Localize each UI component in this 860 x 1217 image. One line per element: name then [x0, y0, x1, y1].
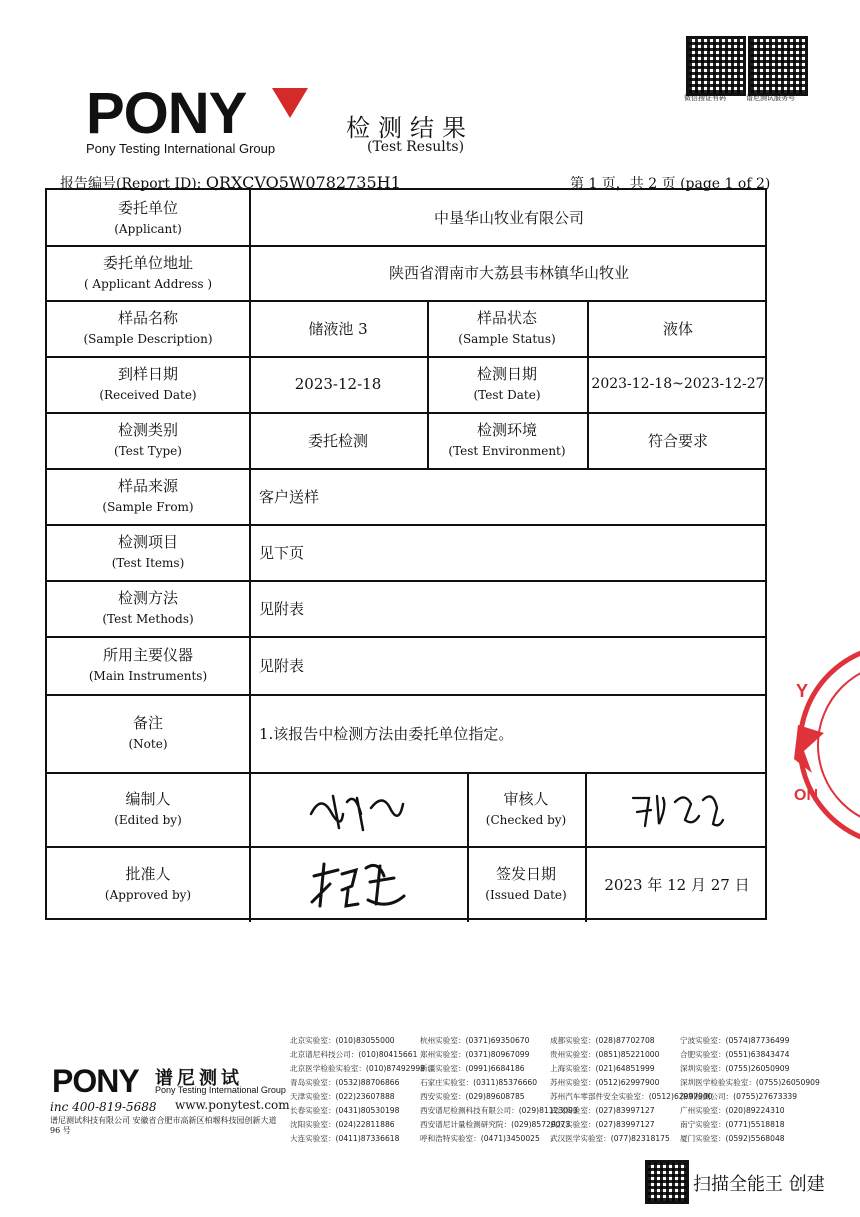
test-type-label: 检测类别 (Test Type): [114, 421, 182, 458]
checked-by-label: 审核人 (Checked by): [485, 790, 567, 827]
qr-caption: 微信搜证有码: [684, 95, 726, 102]
approved-by-label: 批准人 (Approved by): [104, 865, 192, 902]
lab-contact: 南宁实验室：(0771)5518818: [680, 1120, 785, 1129]
group-name: Pony Testing International Group: [86, 141, 276, 156]
footer-name-en: Pony Testing International Group: [155, 1085, 286, 1095]
test-date-label: 检测日期 (Test Date): [473, 365, 541, 402]
lab-contact: 西安实验室：(029)89608785: [420, 1092, 525, 1101]
checked-signature: [585, 772, 769, 846]
test-items-value: 见下页: [259, 543, 305, 562]
instruments-value: 见附表: [259, 656, 305, 675]
qr-code-icon: [686, 36, 746, 96]
test-type-value: 委托检测: [307, 431, 368, 450]
note-value: 1.该报告中检测方法由委托单位指定。: [259, 724, 514, 743]
sample-desc-value: 储液池 3: [308, 319, 368, 338]
lab-contact: 石家庄实验室：(0311)85376660: [420, 1078, 538, 1087]
lab-contact: 郑州实验室：(0371)80967099: [420, 1050, 530, 1059]
instruments-label: 所用主要仪器 (Main Instruments): [88, 646, 208, 683]
company-seal-icon: [790, 655, 860, 835]
lab-contact: 北京谱尼科技公司：(010)80415661: [290, 1050, 418, 1059]
results-table: [45, 188, 767, 920]
note-label: 备注 (Note): [128, 714, 168, 751]
edited-by-label: 编制人 (Edited by): [114, 790, 182, 827]
sample-status-value: 液体: [662, 319, 693, 338]
signature-checked-icon: [627, 786, 727, 832]
signature-approved-icon: [308, 856, 408, 912]
lab-contact: 武汉实验室：(027)83997127: [550, 1106, 655, 1115]
lab-contact: 呼和浩特实验室：(0471)3450025: [420, 1134, 540, 1143]
footer-name-cn: 谱尼测试: [155, 1068, 243, 1089]
lab-contact: 武汉实验室：(027)83997127: [550, 1120, 655, 1129]
lab-contact: 苏州汽车零部件安全实验室：(0512)62997900: [550, 1092, 713, 1101]
lab-contact: 成都实验室：(028)87702708: [550, 1036, 655, 1045]
footer-logo: PONY: [52, 1063, 139, 1099]
lab-contact: 宁波实验室：(0574)87736499: [680, 1036, 790, 1045]
lab-contact: 大连实验室：(0411)87336618: [290, 1134, 400, 1143]
title-en: (Test Results): [367, 139, 465, 155]
approved-signature: [249, 846, 467, 922]
test-date-value: 2023-12-18~2023-12-27: [591, 376, 765, 392]
lab-contact: 深圳实验室：(0755)26050909: [680, 1064, 790, 1073]
svg-text:ON: ON: [794, 787, 818, 804]
lab-contact: 北京医学检验实验室：(010)87492998: [290, 1064, 426, 1073]
qr-code-icon: [748, 36, 808, 96]
pony-logo: PONY: [86, 81, 247, 146]
footer-address: 谱尼测试科技有限公司 安徽省合肥市高新区柏堰科技园创新大道 96 号: [50, 1116, 277, 1135]
footer-hotline: inc 400-819-5688: [50, 1100, 157, 1114]
qr-caption: 谱尼测试服务号: [746, 95, 795, 102]
lab-contact: 深圳检测公司：(0755)27673339: [680, 1092, 798, 1101]
lab-contact: 贵州实验室：(0851)85221000: [550, 1050, 660, 1059]
lab-contact: 苏州实验室：(0512)62997900: [550, 1078, 660, 1087]
lab-contact: 上海实验室：(021)64851999: [550, 1064, 655, 1073]
lab-contact: 深圳医学检验实验室：(0755)26050909: [680, 1078, 820, 1087]
scanner-credit: 扫描全能王 创建: [693, 1174, 825, 1195]
test-env-label: 检测环境 (Test Environment): [448, 421, 566, 458]
test-methods-value: 见附表: [259, 599, 305, 618]
lab-contact: 武汉医学实验室：(077)82318175: [550, 1134, 670, 1143]
lab-contact: 广州实验室：(020)89224310: [680, 1106, 785, 1115]
title-cn: 检测结果: [346, 114, 474, 142]
lab-contact: 长春实验室：(0431)80530198: [290, 1106, 400, 1115]
received-date-value: 2023-12-18: [294, 375, 382, 393]
test-methods-label: 检测方法 (Test Methods): [102, 589, 194, 626]
received-date-label: 到样日期 (Received Date): [99, 365, 197, 402]
applicant-label: 委托单位 (Applicant): [114, 198, 182, 236]
signature-edited-icon: [303, 784, 413, 834]
lab-contact: 西安谱尼计量检测研究院：(029)85729073: [420, 1120, 571, 1129]
address-label: 委托单位地址 ( Applicant Address ): [83, 253, 213, 291]
report-id: 报告编号(Report ID): QRXCVO5W0782735H1: [60, 173, 401, 192]
svg-text:Y: Y: [796, 681, 809, 701]
page-indicator: 第 1 页，共 2 页 (page 1 of 2): [570, 176, 771, 192]
test-env-value: 符合要求: [647, 431, 708, 450]
applicant-value: 中垦华山牧业有限公司: [433, 209, 584, 227]
address-value: 陕西省渭南市大荔县韦林镇华山牧业: [388, 264, 629, 282]
issued-date-value: 2023 年 12 月 27 日: [604, 875, 750, 894]
lab-contact: 合肥实验室：(0551)63843474: [680, 1050, 790, 1059]
logo-triangle-icon: [272, 88, 308, 118]
edited-signature: [249, 772, 467, 846]
lab-contact: 厦门实验室：(0592)5568048: [680, 1134, 785, 1143]
lab-contact: 沈阳实验室：(024)22811886: [290, 1120, 395, 1129]
scanner-qr-icon: [645, 1160, 689, 1204]
test-items-label: 检测项目 (Test Items): [111, 533, 185, 570]
issued-date-label: 签发日期 (Issued Date): [485, 865, 567, 902]
footer-website: www.ponytest.com: [175, 1098, 290, 1112]
sample-from-label: 样品来源 (Sample From): [102, 477, 194, 514]
sample-desc-label: 样品名称 (Sample Description): [83, 309, 213, 346]
sample-from-value: 客户送样: [259, 487, 320, 506]
lab-contacts: [290, 1034, 820, 1146]
lab-contact: 北京实验室：(010)83055000: [290, 1036, 395, 1045]
lab-contact: 天津实验室：(022)23607888: [290, 1092, 395, 1101]
lab-contact: 杭州实验室：(0371)69350670: [420, 1036, 530, 1045]
lab-contact: 新疆实验室：(0991)6684186: [420, 1064, 525, 1073]
sample-status-label: 样品状态 (Sample Status): [458, 309, 556, 346]
lab-contact: 西安谱尼检测科技有限公司：(029)81123093: [420, 1106, 578, 1115]
lab-contact: 青岛实验室：(0532)88706866: [290, 1078, 400, 1087]
